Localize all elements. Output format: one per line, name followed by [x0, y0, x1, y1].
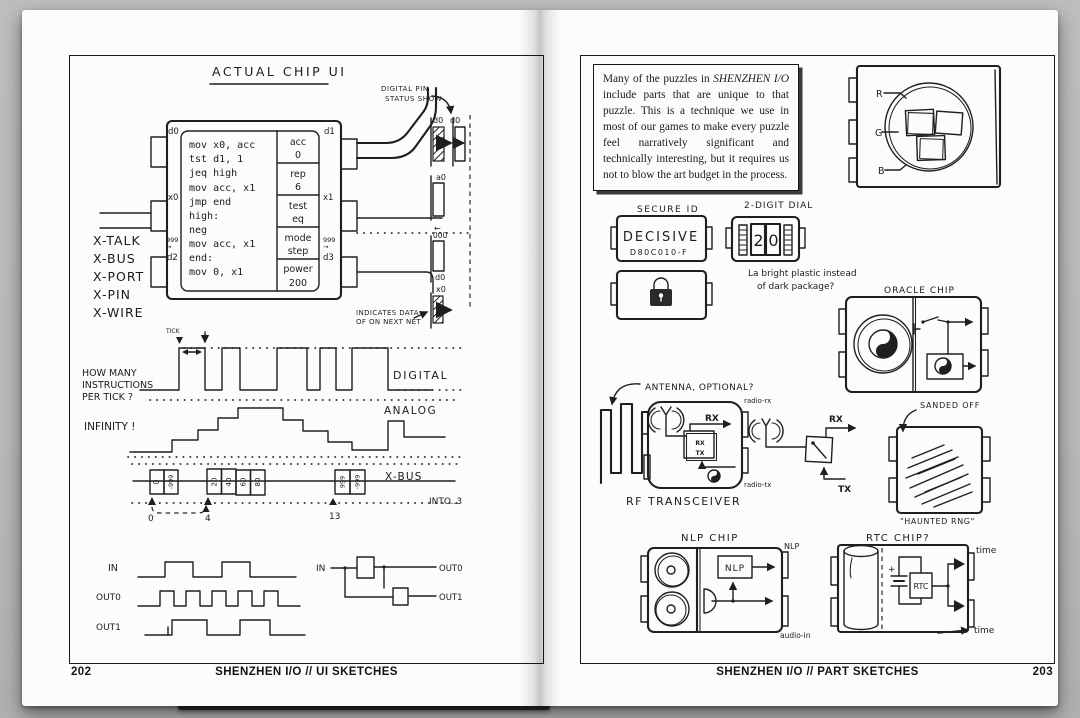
- minipin-label: d0: [435, 273, 446, 282]
- rtc-box-label: RTC: [913, 582, 929, 591]
- xbus-value: -999: [353, 474, 362, 490]
- chip-pin-label: d0: [168, 127, 179, 137]
- dial-digit: 0: [768, 231, 779, 250]
- note-line: STATUS SHOW: [385, 95, 443, 103]
- into3-note: INTO..3: [429, 497, 463, 507]
- rf-box-tx: TX: [695, 450, 705, 457]
- chip-pin-stub: [151, 201, 167, 231]
- dial-note-line: of dark package?: [757, 282, 835, 292]
- indicates-data-note: [356, 309, 427, 326]
- pin-state-mini-diagrams: [431, 116, 465, 328]
- register-value: eq: [292, 214, 304, 225]
- plus-glyph: +: [888, 565, 896, 575]
- chip-pin-stub: [341, 139, 357, 169]
- nlp-box-label: NLP: [724, 564, 746, 574]
- page-number-left: 202: [71, 666, 92, 678]
- chip-ui-sketch: [151, 121, 357, 299]
- mini-rx-label: RX: [829, 415, 843, 425]
- chip-pin-stub: [151, 257, 167, 287]
- xbus-lane: [132, 464, 462, 524]
- splitter-circuit: [316, 557, 463, 605]
- register-name: mode: [284, 233, 312, 244]
- time-pin-top: time: [976, 546, 997, 556]
- note-line: DIGITAL PIN: [381, 85, 429, 93]
- meander-antenna: [601, 404, 648, 483]
- code-line: tst d1, 1: [189, 154, 244, 165]
- sanded-scribble: [906, 445, 972, 507]
- register-value: 200: [288, 278, 308, 289]
- note-line: INDICATES DATA: [356, 309, 419, 317]
- chip-pin-label: d3: [323, 253, 334, 263]
- battery-symbol: [888, 557, 921, 604]
- xbus-tick: 4: [205, 514, 211, 524]
- chip-pin-label: d2: [167, 253, 178, 263]
- dial-knurl-left: [739, 225, 747, 255]
- x-label: X-WIRE: [93, 305, 144, 320]
- code-line: mov x0, acc: [189, 140, 256, 151]
- analog-waveform: [128, 400, 462, 457]
- radio-tx-label: radio-tx: [744, 481, 772, 489]
- minipin-label: d0: [450, 116, 461, 125]
- lane-label-analog: ANALOG: [384, 405, 438, 417]
- battery-cylinder: [844, 546, 878, 630]
- xbus-value: 999: [338, 475, 347, 489]
- note-line: OF ON NEXT NET: [356, 318, 422, 326]
- xbus-tick: 0: [148, 514, 154, 524]
- wave-label-out0: OUT0: [96, 593, 121, 603]
- digital-pin-status-note: [381, 85, 451, 113]
- xbus-value: 0: [152, 479, 161, 485]
- chip-pin-stub: [341, 201, 357, 231]
- oracle-switch-circuit: [913, 317, 975, 379]
- infinity-note: INFINITY !: [84, 421, 136, 433]
- left-page-sketches: [82, 64, 470, 635]
- haunted-rng-part: [889, 401, 990, 526]
- x-prefix-label-list: [93, 233, 144, 320]
- arrow-glyph: →: [323, 243, 329, 251]
- circuit-label-out1: OUT1: [439, 593, 463, 603]
- wave-label-in: IN: [108, 563, 118, 574]
- intro-text-pre: Many of the puzzles in: [603, 73, 714, 85]
- xbus-value: 20: [210, 477, 219, 487]
- haunted-rng-label: "HAUNTED RNG": [900, 517, 975, 526]
- code-line: end:: [189, 253, 214, 264]
- intro-text-post: include parts that are unique to that puzzle. This is a technique we use in most of our games to make every puzzle feel narratively significant and technically interesting, but it requires us not to blow the art budget in the process.: [603, 89, 789, 182]
- mini-yinyang-icon: [708, 470, 720, 482]
- secure-id-part: [611, 205, 712, 319]
- chip-pin-stub: [341, 257, 357, 287]
- note-line: INSTRUCTIONS: [82, 380, 154, 391]
- yin-yang-icon: [854, 315, 912, 373]
- chip-pin-label: x0: [168, 193, 179, 203]
- antenna-note: ANTENNA, OPTIONAL?: [645, 383, 754, 393]
- xbus-value: 40: [225, 477, 233, 487]
- page-number-right: 203: [1032, 666, 1053, 678]
- rgb-pin-r: R: [876, 89, 883, 100]
- nlp-chip-part: [641, 533, 811, 640]
- intro-text-title: SHENZHEN I/O: [713, 73, 789, 85]
- dial-label: 2-DIGIT DIAL: [744, 201, 814, 211]
- two-digit-dial-part: [726, 201, 857, 292]
- rf-box-rx: RX: [695, 440, 705, 447]
- nlp-pin-label: NLP: [784, 542, 800, 551]
- how-many-instructions-note: [82, 368, 153, 433]
- x-label: X-BUS: [93, 251, 136, 266]
- code-line: jmp end: [189, 197, 232, 208]
- tick-note: TICK: [166, 328, 180, 335]
- running-title-left: SHENZHEN I/O // UI SKETCHES: [215, 666, 398, 678]
- digital-waveform: [140, 328, 462, 390]
- register-name: acc: [289, 137, 307, 148]
- secure-id-label: SECURE ID: [637, 205, 700, 215]
- time-pin-bottom: time: [974, 626, 995, 636]
- register-name: power: [283, 264, 313, 275]
- rf-rx-label: RX: [705, 414, 719, 424]
- rtc-label: RTC CHIP?: [866, 533, 931, 544]
- code-line: high:: [189, 211, 220, 222]
- register-name: rep: [290, 169, 306, 180]
- xbus-value: 60: [239, 477, 248, 487]
- circuit-label-in: IN: [316, 564, 326, 574]
- code-line: mov acc, x1: [189, 183, 256, 194]
- audio-in-label: audio-in: [780, 631, 811, 640]
- x-label: X-TALK: [93, 233, 141, 248]
- mini-tx-label: TX: [838, 485, 852, 495]
- chip-pin-label: 999: [323, 236, 336, 244]
- lane-label-xbus: X-BUS: [385, 471, 423, 483]
- dial-knurl-right: [784, 225, 792, 255]
- wave-label-out1: OUT1: [96, 623, 121, 633]
- radio-rx-label: radio-rx: [744, 397, 772, 405]
- tick-marker: [176, 337, 183, 344]
- xbus-value: -999: [167, 474, 175, 490]
- x-label: X-PORT: [93, 269, 145, 284]
- xbus-tick: 13: [329, 512, 341, 522]
- oracle-chip-part: [839, 286, 988, 392]
- oracle-label: ORACLE CHIP: [884, 286, 955, 296]
- lane-label-digital: DIGITAL: [393, 369, 449, 382]
- arrow-glyph: ←: [434, 224, 441, 233]
- circuit-label-out0: OUT0: [439, 564, 463, 574]
- register-value: 0: [294, 150, 302, 161]
- rgb-pin-b: B: [878, 166, 885, 177]
- rf-transceiver-label: RF TRANSCEIVER: [626, 495, 742, 508]
- antenna-icon: [648, 407, 684, 432]
- secure-id-model: D80C010-F: [629, 248, 689, 257]
- code-line: mov 0, x1: [189, 267, 244, 278]
- minipin-label: d0: [433, 116, 444, 125]
- rgb-pin-g: G: [875, 128, 883, 139]
- sanded-off-note: SANDED OFF: [920, 401, 981, 410]
- note-line: HOW MANY: [82, 368, 137, 379]
- dial-note-line: La bright plastic instead: [748, 269, 857, 279]
- left-title: ACTUAL CHIP UI: [212, 64, 347, 79]
- register-value: step: [287, 246, 309, 257]
- code-line: mov acc, x1: [189, 239, 256, 250]
- secure-id-name: DECISIVE: [622, 230, 700, 245]
- code-line: neg: [189, 225, 208, 236]
- running-title-right: SHENZHEN I/O // PART SKETCHES: [716, 666, 919, 678]
- chip-pin-label: x1: [323, 193, 334, 203]
- rtc-chip-part: [831, 533, 997, 636]
- rf-transceiver-part: [601, 383, 771, 508]
- register-value: 6: [294, 182, 302, 193]
- note-line: PER TICK ?: [82, 392, 133, 403]
- chip-pin-stub: [151, 137, 167, 167]
- code-line: jeq high: [189, 168, 238, 179]
- right-page-sketches: [601, 66, 1000, 640]
- minipin-label: a0: [436, 173, 446, 182]
- xbus-value: 80: [254, 477, 262, 487]
- register-name: test: [288, 201, 308, 212]
- x-label: X-PIN: [93, 287, 132, 302]
- chip-pin-label: d1: [324, 127, 335, 137]
- io-waveforms: [96, 562, 305, 635]
- chip-pin-label: 999: [166, 236, 179, 244]
- minipin-label: 000: [433, 231, 448, 240]
- dial-digit: 2: [753, 231, 764, 250]
- arrow-glyph: →: [166, 243, 172, 251]
- minipin-label: x0: [436, 285, 446, 294]
- lock-icon: [650, 278, 672, 306]
- nlp-label: NLP CHIP: [681, 533, 739, 544]
- rgb-led-part: [849, 66, 1000, 187]
